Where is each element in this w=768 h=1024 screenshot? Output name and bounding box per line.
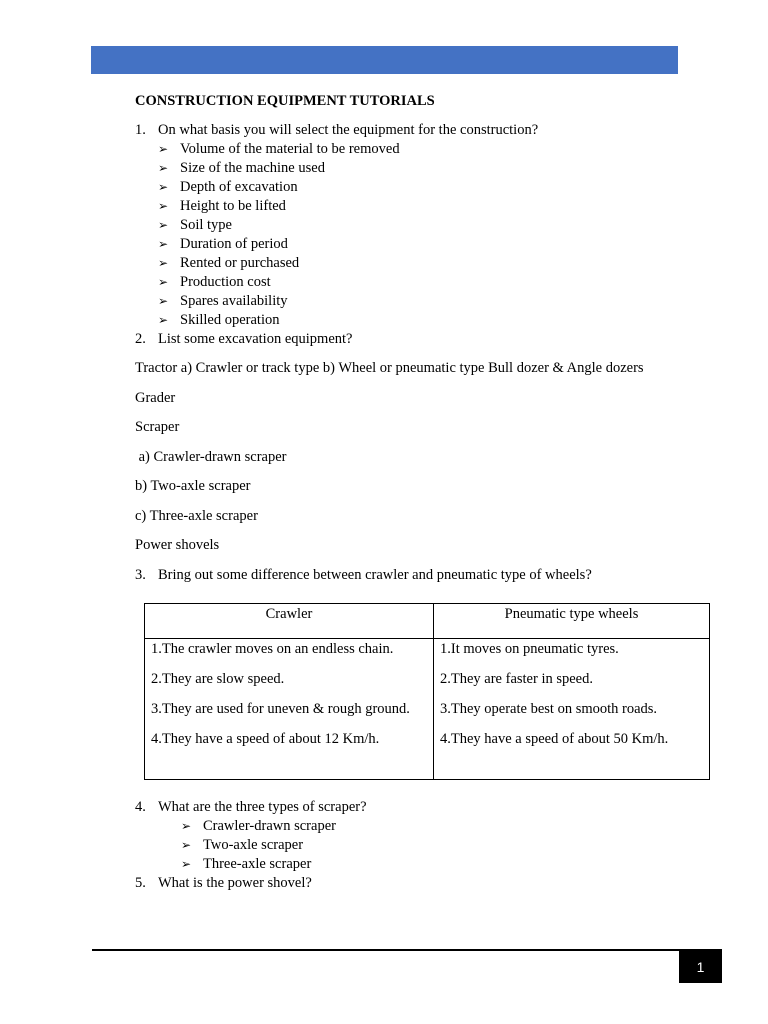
cell-line: 4.They have a speed of about 50 Km/h. — [440, 730, 669, 747]
arrow-bullet-icon: ➢ — [158, 313, 169, 327]
question-number: 3. — [135, 566, 146, 583]
list-item: ➢ Spares availability — [158, 293, 288, 309]
question-5 — [135, 874, 715, 893]
question-text: Bring out some difference between crawler and pneumatic type of wheels? — [158, 566, 592, 583]
list-item: ➢ Soil type — [158, 217, 232, 233]
arrow-bullet-icon: ➢ — [158, 218, 169, 232]
arrow-bullet-icon: ➢ — [158, 237, 169, 251]
cell-line: 4.They have a speed of about 12 Km/h. — [151, 730, 380, 747]
page-number: 1 — [679, 951, 722, 983]
list-item: ➢ Size of the machine used — [158, 160, 325, 176]
list-item: ➢ Depth of excavation — [158, 179, 298, 195]
question-number: 4. — [135, 798, 146, 815]
arrow-bullet-icon: ➢ — [158, 199, 169, 213]
document-body — [135, 92, 715, 893]
answer-line: Power shovels — [135, 537, 220, 553]
question-text: What is the power shovel? — [158, 874, 312, 891]
answer-line: a) Crawler-drawn scraper — [135, 448, 287, 465]
footer-divider — [92, 949, 722, 951]
arrow-bullet-icon: ➢ — [181, 818, 192, 833]
table-header-row — [145, 603, 710, 638]
comparison-table — [144, 603, 710, 780]
arrow-bullet-icon: ➢ — [158, 161, 169, 175]
cell-line: 3.They are used for uneven & rough ground. — [151, 700, 410, 717]
cell-line: 1.It moves on pneumatic tyres. — [440, 640, 619, 657]
arrow-bullet-icon: ➢ — [158, 294, 169, 308]
pneumatic-cell — [434, 638, 710, 779]
arrow-bullet-icon: ➢ — [158, 275, 169, 289]
question-3 — [135, 566, 715, 585]
list-item: ➢ Skilled operation — [158, 312, 280, 328]
arrow-bullet-icon: ➢ — [158, 180, 169, 194]
question-text: On what basis you will select the equipment for the construction? — [158, 122, 539, 138]
list-item: ➢ Duration of period — [158, 236, 288, 252]
question-number: 5. — [135, 874, 146, 891]
document-title: CONSTRUCTION EQUIPMENT TUTORIALS — [135, 93, 435, 109]
table-header-crawler: Crawler — [145, 603, 434, 638]
list-item: ➢ Rented or purchased — [158, 255, 300, 271]
q4-bullet-list — [135, 817, 715, 874]
question-number: 1. — [135, 122, 146, 138]
answer-line: c) Three-axle scraper — [135, 507, 258, 524]
table-header-pneumatic: Pneumatic type wheels — [434, 603, 710, 638]
cell-line: 2.They are faster in speed. — [440, 670, 593, 687]
question-number: 2. — [135, 331, 146, 347]
list-item: ➢ Volume of the material to be removed — [158, 141, 400, 157]
arrow-bullet-icon: ➢ — [158, 256, 169, 270]
q1-bullet-list — [135, 140, 715, 330]
answer-line: b) Two-axle scraper — [135, 478, 251, 494]
answer-line: Tractor a) Crawler or track type b) Wheel or pneumatic type Bull dozer & Angle dozers — [135, 360, 644, 376]
question-1 — [135, 121, 715, 140]
cell-line: 1.The crawler moves on an endless chain. — [151, 640, 394, 657]
question-2 — [135, 330, 715, 349]
list-item: ➢ Production cost — [158, 274, 271, 290]
arrow-bullet-icon: ➢ — [181, 856, 192, 871]
answer-line: Scraper — [135, 419, 180, 435]
list-item: ➢ Crawler-drawn scraper — [181, 817, 336, 834]
table-row — [145, 638, 710, 779]
arrow-bullet-icon: ➢ — [181, 837, 192, 852]
question-text: What are the three types of scraper? — [158, 798, 367, 815]
header-bar — [91, 46, 678, 74]
question-4 — [135, 798, 715, 817]
crawler-cell — [145, 638, 434, 779]
cell-line: 2.They are slow speed. — [151, 670, 285, 687]
question-text: List some excavation equipment? — [158, 331, 353, 347]
answer-line: Grader — [135, 389, 176, 406]
list-item: ➢ Height to be lifted — [158, 198, 286, 214]
list-item: ➢ Two-axle scraper — [181, 836, 304, 853]
arrow-bullet-icon: ➢ — [158, 142, 169, 156]
list-item: ➢ Three-axle scraper — [181, 855, 312, 872]
cell-line: 3.They operate best on smooth roads. — [440, 700, 658, 717]
